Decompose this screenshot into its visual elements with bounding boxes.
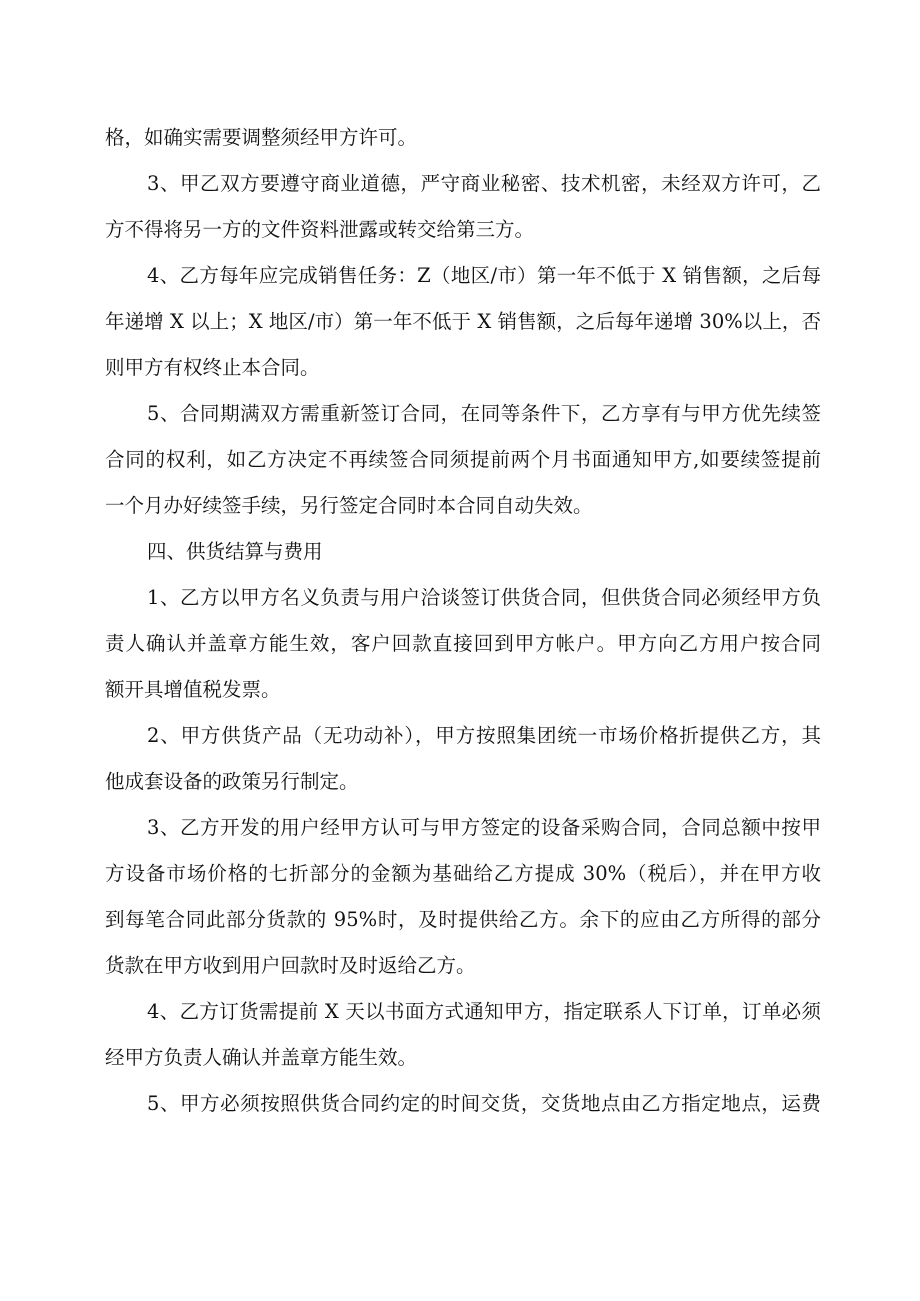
text-line: 方不得将另一方的文件资料泄露或转交给第三方。	[105, 218, 535, 241]
text-line: 合同的权利，如乙方决定不再续签合同须提前两个月书面通知甲方,如要续签提前	[105, 448, 821, 471]
text-line: 方设备市场价格的七折部分的金额为基础给乙方提成 30%（税后），并在甲方收	[105, 862, 821, 885]
text-line: 5、甲方必须按照供货合同约定的时间交货，交货地点由乙方指定地点，运费	[147, 1092, 821, 1115]
text-line: 2、甲方供货产品（无功动补），甲方按照集团统一市场价格折提供乙方，其	[147, 724, 821, 747]
text-line: 格，如确实需要调整须经甲方许可。	[105, 126, 418, 149]
text-line: 3、乙方开发的用户经甲方认可与甲方签定的设备采购合同，合同总额中按甲	[147, 816, 821, 839]
text-line: 4、乙方每年应完成销售任务：Z（地区/市）第一年不低于 X 销售额，之后每	[147, 264, 821, 287]
text-line: 5、合同期满双方需重新签订合同，在同等条件下，乙方享有与甲方优先续签	[147, 402, 821, 425]
text-line: 额开具增值税发票。	[105, 678, 281, 701]
text-line: 他成套设备的政策另行制定。	[105, 770, 359, 793]
text-line: 则甲方有权终止本合同。	[105, 356, 320, 379]
text-line: 到每笔合同此部分货款的 95%时，及时提供给乙方。余下的应由乙方所得的部分	[105, 908, 821, 931]
text-line: 年递增 X 以上；X 地区/市）第一年不低于 X 销售额，之后每年递增 30%以上，否	[105, 310, 821, 333]
text-line: 3、甲乙双方要遵守商业道德，严守商业秘密、技术机密，未经双方许可，乙	[147, 172, 821, 195]
document-page	[105, 128, 821, 1140]
text-line: 四、供货结算与费用	[147, 540, 323, 563]
text-line: 经甲方负责人确认并盖章方能生效。	[105, 1046, 418, 1069]
text-line: 货款在甲方收到用户回款时及时返给乙方。	[105, 954, 476, 977]
text-line: 4、乙方订货需提前 X 天以书面方式通知甲方，指定联系人下订单，订单必须	[147, 1000, 821, 1023]
text-line: 责人确认并盖章方能生效，客户回款直接回到甲方帐户。甲方向乙方用户按合同	[105, 632, 821, 655]
text-line: 1、乙方以甲方名义负责与用户洽谈签订供货合同，但供货合同必须经甲方负	[147, 586, 821, 609]
text-line: 一个月办好续签手续，另行签定合同时本合同自动失效。	[105, 494, 593, 517]
